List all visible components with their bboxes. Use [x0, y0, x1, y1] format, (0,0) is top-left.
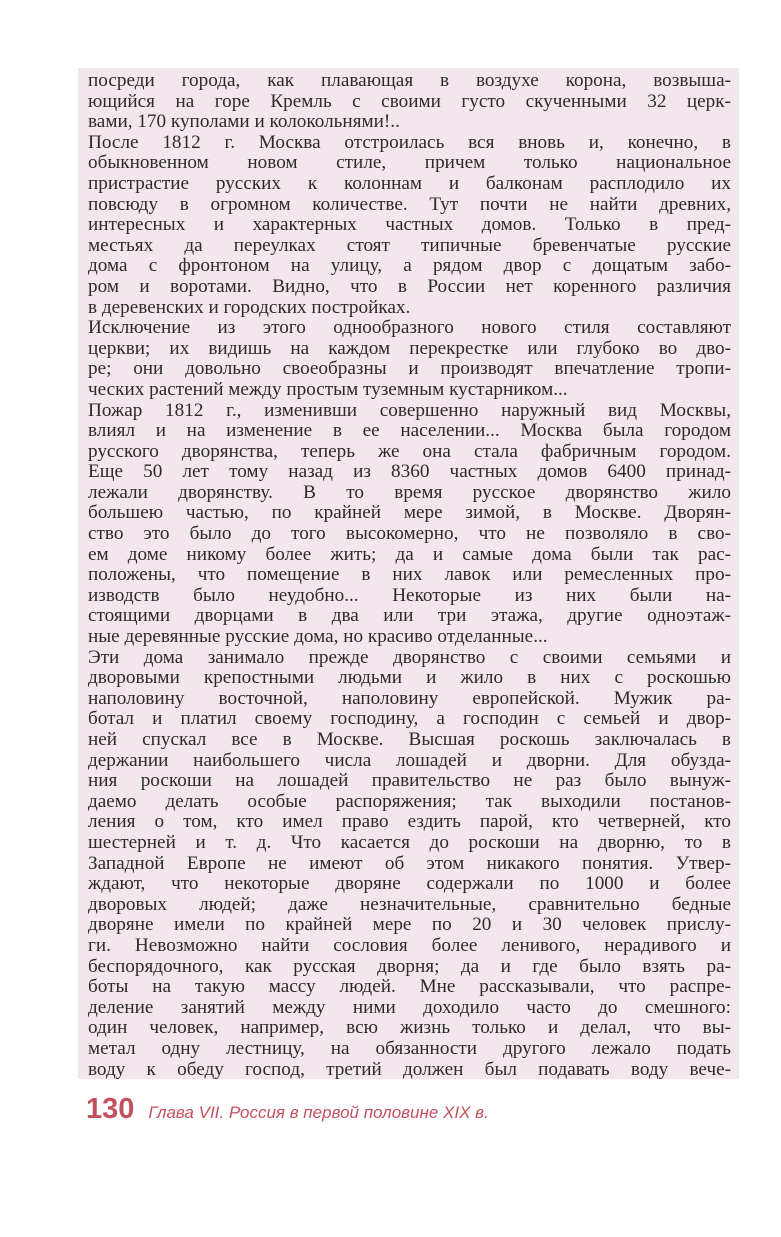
text-line: ней спускал все в Москве. Высшая роскошь заключалась в	[88, 730, 731, 750]
text-line: дворовыми крепостными людьми и жило в них с роскошью	[88, 668, 731, 689]
text-line: воду к обеду господ, третий должен был подавать воду вече-	[88, 1059, 731, 1080]
text-line: пристрастие русских к колоннам и балконам расплодило их	[88, 173, 731, 194]
text-line: лежали дворянству. В то время русское дворянство жило	[88, 482, 731, 503]
text-line: положены, что помещение в них лавок или ремесленных про-	[88, 565, 731, 586]
source-excerpt-text	[88, 71, 731, 1080]
text-line: один человек, например, всю жизнь только и делал, что вы-	[88, 1018, 731, 1039]
text-line: церкви; их видишь на каждом перекрестке или глубоко во дво-	[88, 338, 731, 359]
running-head: Глава VII. Россия в первой половине XIX в.	[148, 1103, 489, 1122]
text-line: даемо делать особые распоряжения; так выходили постанов-	[88, 791, 731, 812]
text-line: ром и воротами. Видно, что в России нет коренного различия	[88, 276, 731, 297]
text-line: Еще 50 лет тому назад из 8360 частных домов 6400 принад-	[88, 462, 731, 483]
text-line: интересных и характерных частных домов. Только в пред-	[88, 215, 731, 236]
text-line: вами, 170 куполами и колокольнями!..	[88, 112, 400, 133]
text-line: ре; они довольно своеобразны и производят впечатление тропи-	[88, 359, 731, 380]
text-line: стоящими дворцами в два или три этажа, другие одноэтаж-	[88, 606, 731, 627]
text-line: Пожар 1812 г., изменивши совершенно наружный вид Москвы,	[88, 400, 731, 421]
text-line: ги. Невозможно найти сословия более ленивого, нерадивого и	[88, 935, 731, 956]
text-line: обыкновенном новом стиле, причем только национальное	[88, 153, 731, 174]
text-line: дворовых людей; даже незначительные, сравнительно бедные	[88, 894, 731, 915]
page-number: 130	[86, 1093, 135, 1125]
text-line: Исключение из этого однообразного нового стиля составляют	[88, 318, 731, 339]
text-line: После 1812 г. Москва отстроилась вся вновь и, конечно, в	[88, 132, 731, 153]
text-line: ботал и платил своему господину, а господин с семьей и двор-	[88, 709, 731, 730]
text-line: ющийся на горе Кремль с своими густо скученными 32 церк-	[88, 91, 731, 112]
text-line: большею частью, по крайней мере зимой, в Москве. Дворян-	[88, 503, 731, 524]
text-line: в деревенских и городских постройках.	[88, 297, 411, 318]
text-line: дворяне имели по крайней мере по 20 и 30 человек прислу-	[88, 915, 731, 936]
text-line: ния роскоши на лошадей правительство не раз было вынуж-	[88, 771, 731, 792]
text-line: посреди города, как плавающая в воздухе корона, возвыша-	[88, 71, 731, 91]
text-line: метал одну лестницу, на обязанности другого лежало подать	[88, 1038, 731, 1059]
text-line: шестерней и т. д. Что касается до роскоши на дворню, то в	[88, 832, 731, 853]
text-line: влиял и на изменение в ее населении... Москва была городом	[88, 421, 731, 442]
text-line: русского дворянства, теперь же она стала фабричным городом.	[88, 441, 731, 462]
text-line: ческих растений между простым туземным кустарником...	[88, 379, 568, 400]
text-line: ждают, что некоторые дворяне содержали по 1000 и более	[88, 874, 731, 895]
text-line: ные деревянные русские дома, но красиво отделанные...	[88, 627, 548, 648]
page-footer	[86, 1093, 489, 1129]
text-line: ство это было до того высокомерно, что не позволяло в сво-	[88, 524, 731, 545]
text-line: боты на такую массу людей. Мне рассказывали, что распре-	[88, 977, 731, 998]
text-line: ления о том, кто имел право ездить парой, кто четверней, кто	[88, 812, 731, 833]
text-line: Эти дома занимало прежде дворянство с своими семьями и	[88, 647, 731, 668]
text-line: местьях да переулках стоят типичные бревенчатые русские	[88, 235, 731, 256]
text-line: наполовину восточной, наполовину европейской. Мужик ра-	[88, 688, 731, 709]
text-line: деление занятий между ними доходило часто до смешного:	[88, 997, 731, 1018]
text-line: ем доме никому более жить; да и самые дома были так рас-	[88, 544, 731, 565]
text-line: держании наибольшего числа лошадей и дворни. Для обузда-	[88, 750, 731, 771]
text-line: Западной Европе не имеют об этом никакого понятия. Утвер-	[88, 853, 731, 874]
text-line: дома с фронтоном на улицу, а рядом двор с дощатым забо-	[88, 256, 731, 277]
text-line: беспорядочного, как русская дворня; да и где было взять ра-	[88, 956, 731, 977]
text-line: изводств было неудобно... Некоторые из них были на-	[88, 585, 731, 606]
text-line: повсюду в огромном количестве. Тут почти не найти древних,	[88, 194, 731, 215]
